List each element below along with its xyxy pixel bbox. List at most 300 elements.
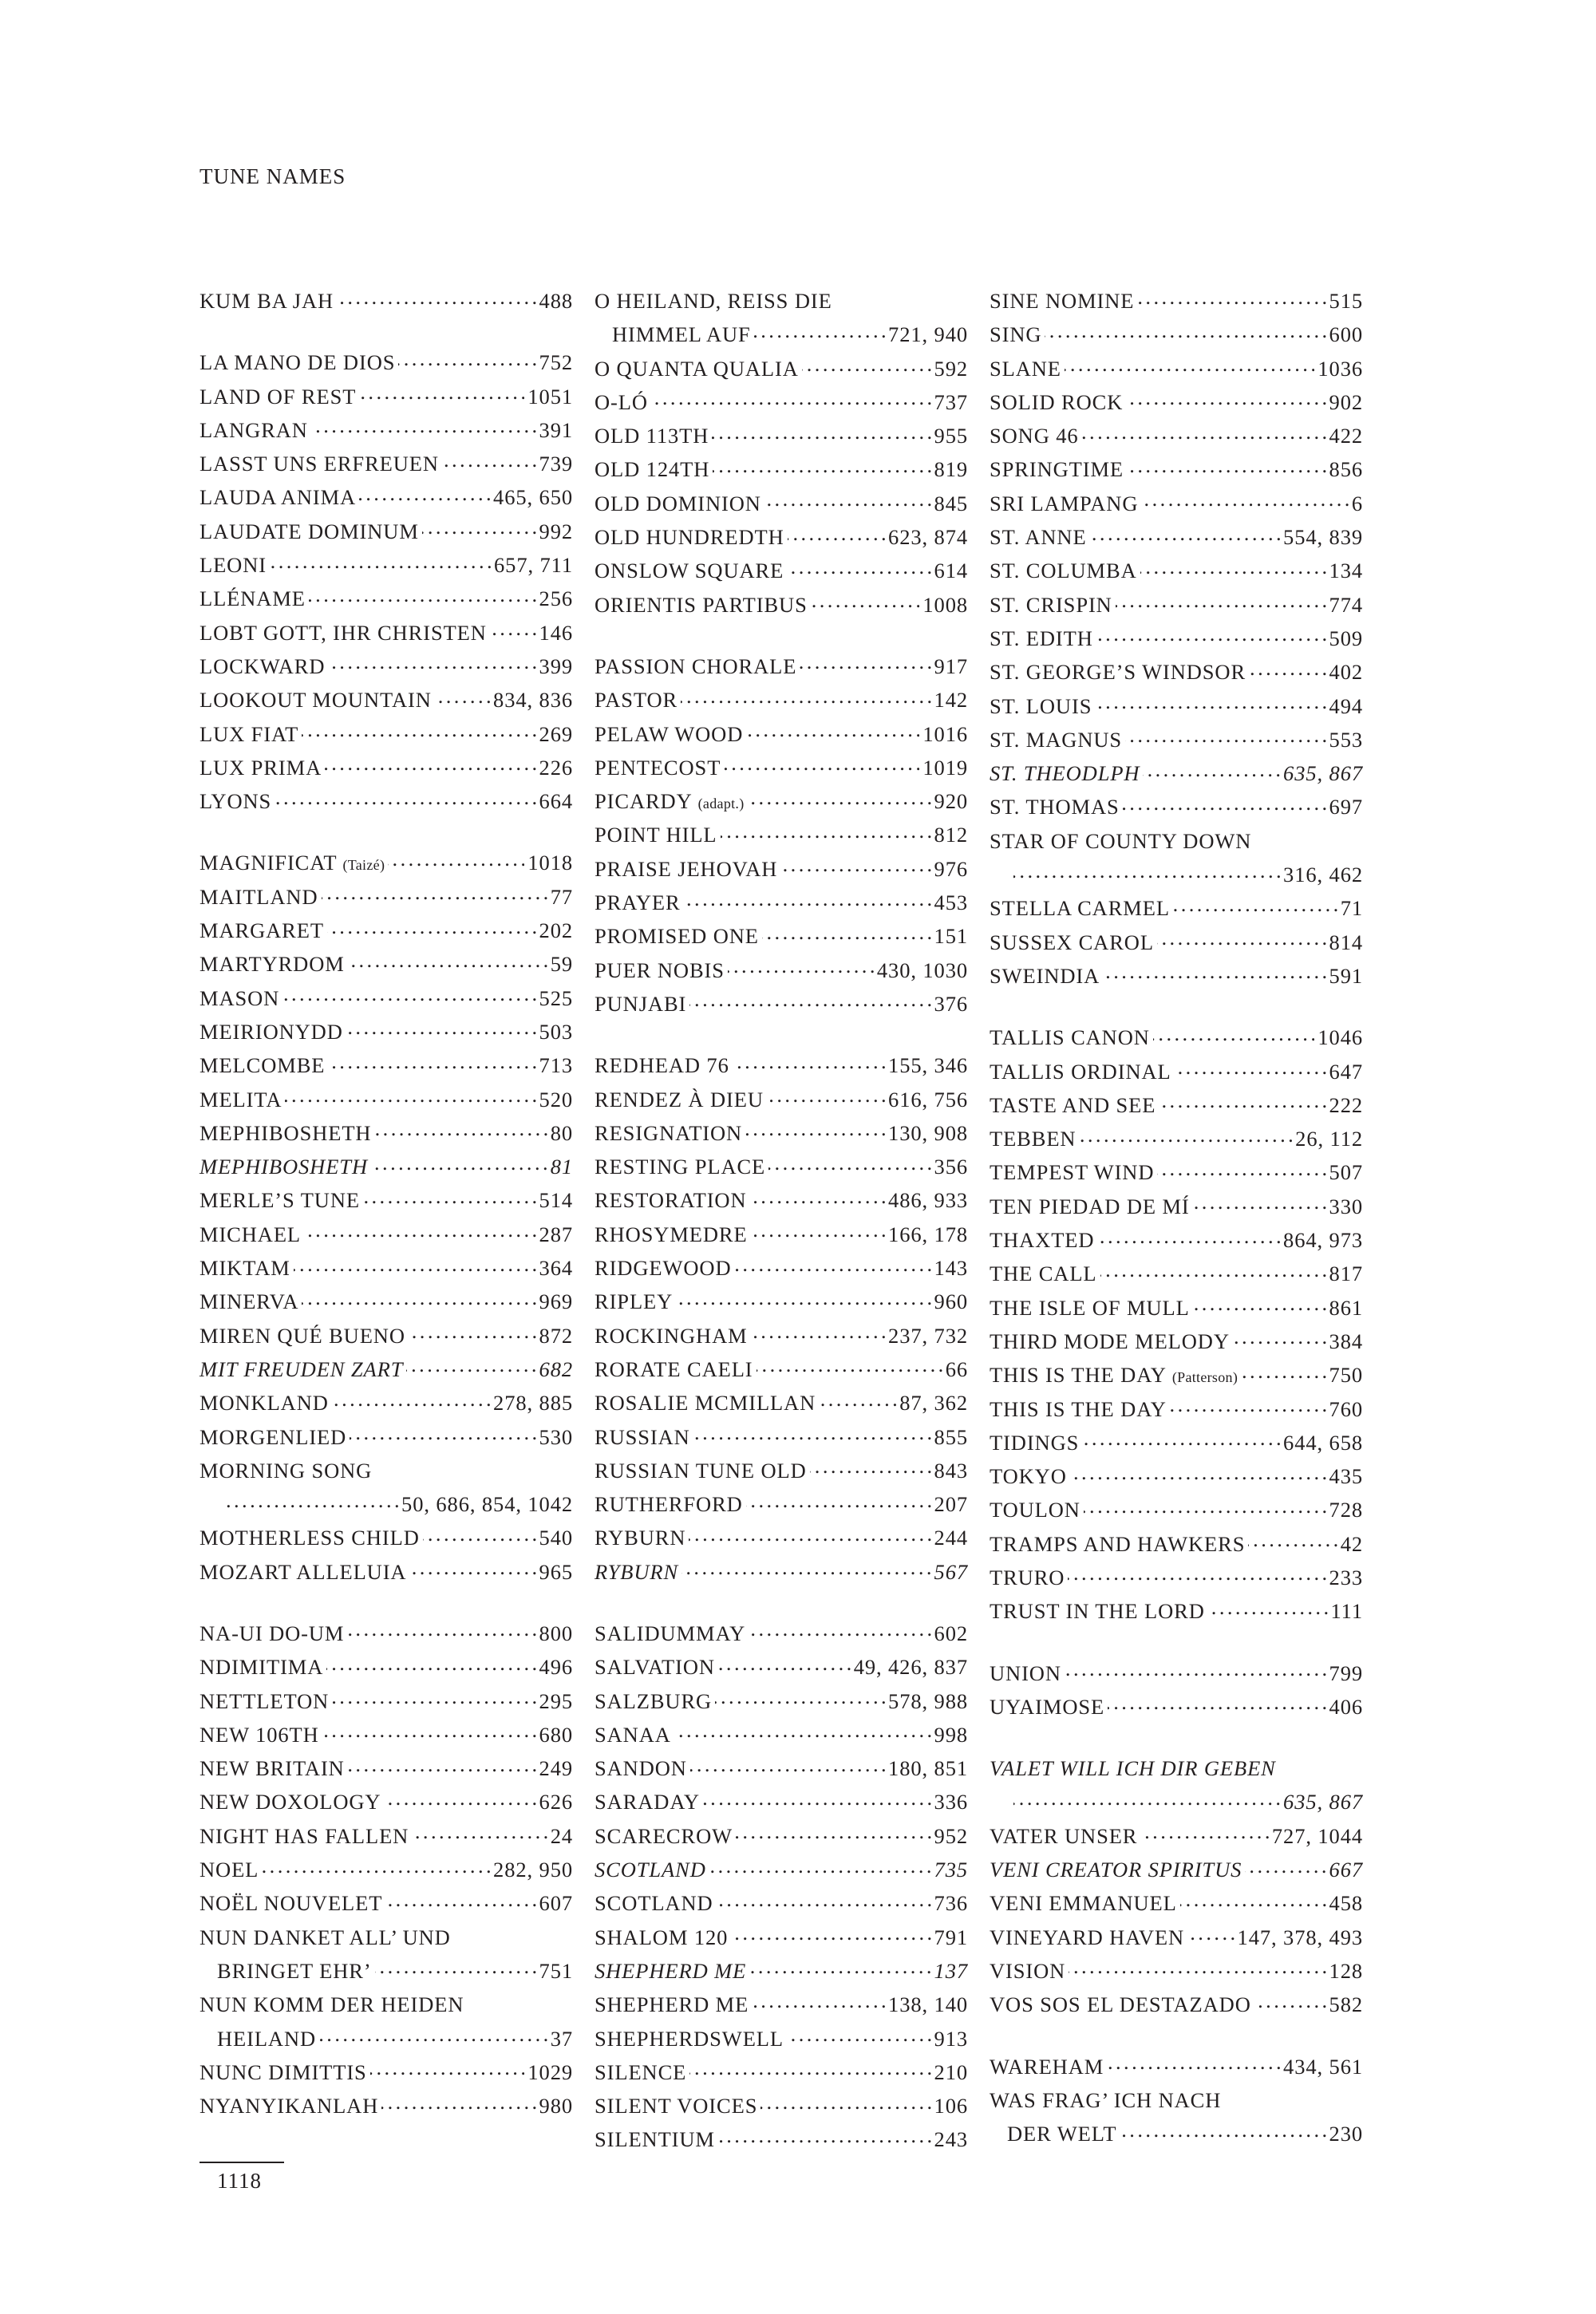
tune-name: SLANE bbox=[990, 356, 1061, 381]
hymn-numbers: 520 bbox=[539, 1087, 573, 1112]
tune-name: SANAA bbox=[595, 1722, 671, 1747]
hymn-numbers: 965 bbox=[539, 1559, 573, 1584]
tune-name: MOTHERLESS CHILD bbox=[200, 1526, 420, 1550]
index-entry bbox=[990, 1426, 1363, 1459]
entry-line bbox=[990, 1594, 1363, 1628]
dot-leader bbox=[751, 1321, 885, 1343]
tune-name: TEN PIEDAD DE MÍ bbox=[990, 1194, 1190, 1218]
tune-name: PELAW WOOD bbox=[595, 721, 744, 746]
dot-leader bbox=[1193, 1293, 1326, 1315]
hymn-numbers: 111 bbox=[1330, 1599, 1363, 1624]
hymn-numbers: 269 bbox=[539, 721, 573, 746]
tune-name: NUN DANKET ALL’ UND bbox=[200, 1925, 451, 1949]
dot-leader bbox=[733, 1052, 885, 1073]
hymn-numbers: 330 bbox=[1329, 1194, 1363, 1218]
dot-leader bbox=[1170, 1395, 1326, 1416]
dot-leader bbox=[423, 1524, 536, 1546]
dot-leader bbox=[348, 950, 547, 972]
hymn-numbers: 202 bbox=[539, 918, 573, 943]
entry-line bbox=[990, 2083, 1363, 2117]
entry-line bbox=[595, 1150, 968, 1183]
entry-continuation-line bbox=[595, 318, 968, 351]
tune-name: ROSALIE MCMILLAN bbox=[595, 1391, 816, 1416]
tune-name: WAS FRAG’ ICH NACH bbox=[990, 2087, 1222, 2112]
dot-leader bbox=[811, 590, 920, 612]
index-entry bbox=[990, 419, 1363, 452]
dot-leader bbox=[751, 1220, 885, 1242]
tune-name: SALVATION bbox=[595, 1655, 715, 1680]
tune-name: MIT FREUDEN ZART bbox=[200, 1356, 404, 1381]
dot-leader bbox=[1013, 861, 1280, 883]
tune-name: ST. THOMAS bbox=[990, 795, 1120, 819]
entry-line bbox=[595, 1183, 968, 1217]
entry-line bbox=[595, 385, 968, 419]
entry-line bbox=[595, 284, 968, 318]
index-entry bbox=[595, 818, 968, 851]
entry-line bbox=[595, 1853, 968, 1886]
hymn-numbers: 486, 933 bbox=[888, 1188, 968, 1213]
entry-line bbox=[595, 1988, 968, 2021]
hymn-numbers: 243 bbox=[934, 2127, 968, 2152]
entry-line bbox=[200, 947, 573, 981]
dot-leader bbox=[285, 1085, 535, 1107]
index-entry bbox=[990, 959, 1363, 993]
tune-name: REDHEAD 76 bbox=[595, 1053, 729, 1078]
hymn-numbers: 960 bbox=[934, 1289, 968, 1314]
index-entry bbox=[990, 1594, 1363, 1628]
hymn-numbers: 992 bbox=[539, 519, 573, 543]
hymn-numbers: 664 bbox=[539, 789, 573, 814]
dot-leader bbox=[749, 1619, 930, 1641]
tune-name: MORNING SONG bbox=[200, 1458, 373, 1483]
hymn-numbers: 812 bbox=[934, 823, 968, 847]
tune-name: LASST UNS ERFREUEN bbox=[200, 452, 439, 476]
dot-leader bbox=[223, 1491, 398, 1512]
tune-name: POINT HILL bbox=[595, 823, 717, 847]
hymn-numbers: 735 bbox=[934, 1858, 968, 1882]
index-entry bbox=[990, 554, 1363, 587]
index-entry bbox=[200, 880, 573, 914]
index-entry bbox=[200, 650, 573, 683]
index-entry bbox=[595, 954, 968, 987]
hymn-numbers: 727, 1044 bbox=[1271, 1823, 1363, 1848]
hymn-numbers: 406 bbox=[1329, 1694, 1363, 1719]
entry-line bbox=[595, 954, 968, 987]
dot-leader bbox=[718, 1653, 851, 1675]
index-entry bbox=[990, 926, 1363, 959]
hymn-numbers: 336 bbox=[934, 1790, 968, 1814]
hymn-numbers: 602 bbox=[934, 1621, 968, 1645]
dot-leader bbox=[1141, 489, 1348, 511]
entry-line bbox=[990, 1954, 1363, 1988]
index-entry bbox=[990, 1358, 1363, 1392]
entry-continuation-line bbox=[990, 858, 1363, 891]
dot-leader bbox=[748, 788, 931, 809]
hymn-numbers: 864, 973 bbox=[1283, 1228, 1363, 1253]
dot-leader bbox=[385, 1890, 535, 1911]
dot-leader bbox=[757, 1355, 942, 1376]
index-entry bbox=[595, 2055, 968, 2089]
hymn-numbers: 237, 732 bbox=[888, 1323, 968, 1348]
tune-name: RYBURN bbox=[595, 1526, 686, 1550]
index-entry bbox=[990, 1021, 1363, 1054]
index-entry bbox=[200, 1521, 573, 1554]
tune-name: LUX PRIMA bbox=[200, 755, 322, 780]
dot-leader bbox=[810, 1456, 931, 1478]
tune-note: (adapt.) bbox=[697, 796, 745, 812]
hymn-numbers: 207 bbox=[934, 1492, 968, 1517]
hymn-numbers: 814 bbox=[1329, 930, 1363, 954]
dot-leader bbox=[270, 551, 491, 573]
tune-name: RUSSIAN TUNE OLD bbox=[595, 1458, 807, 1483]
tune-name: NETTLETON bbox=[200, 1688, 330, 1713]
index-entry bbox=[595, 886, 968, 919]
dot-leader bbox=[1100, 1260, 1326, 1281]
tune-name: THE ISLE OF MULL bbox=[990, 1295, 1190, 1320]
dot-leader bbox=[1143, 760, 1280, 781]
dot-leader bbox=[275, 788, 535, 809]
hymn-numbers: 799 bbox=[1329, 1660, 1363, 1685]
dot-leader bbox=[1065, 1659, 1326, 1680]
entry-line bbox=[595, 2055, 968, 2089]
dot-leader bbox=[490, 618, 536, 640]
entry-continuation-line bbox=[200, 1954, 573, 1988]
dot-leader bbox=[302, 1288, 535, 1309]
tune-name: PENTECOST bbox=[595, 755, 721, 780]
dot-leader bbox=[363, 1187, 536, 1208]
dot-leader bbox=[1095, 692, 1325, 713]
index-entry bbox=[200, 846, 573, 879]
hymn-numbers: 623, 874 bbox=[888, 525, 968, 550]
index-entry bbox=[595, 1718, 968, 1751]
index-entry bbox=[200, 1988, 573, 2055]
letter-group bbox=[990, 1021, 1363, 1628]
hymn-numbers: 376 bbox=[934, 991, 968, 1016]
entry-line bbox=[990, 1751, 1363, 1785]
tune-name: TASTE AND SEE bbox=[990, 1092, 1156, 1117]
dot-leader bbox=[319, 2024, 547, 2046]
index-entry bbox=[200, 1718, 573, 1751]
entry-line bbox=[200, 1454, 573, 1487]
index-entry bbox=[595, 2122, 968, 2156]
hymn-numbers: 222 bbox=[1329, 1092, 1363, 1117]
hymn-numbers: 647 bbox=[1329, 1059, 1363, 1084]
index-entry bbox=[595, 1083, 968, 1116]
tune-name: RESIGNATION bbox=[595, 1120, 743, 1145]
dot-leader bbox=[819, 1389, 896, 1411]
tune-name: ST. THEODLPH bbox=[990, 761, 1140, 786]
tune-name: ST. CRISPIN bbox=[990, 592, 1112, 617]
index-entry bbox=[200, 284, 573, 318]
hymn-numbers: 1046 bbox=[1317, 1025, 1363, 1050]
dot-leader bbox=[327, 917, 536, 938]
tune-name: SHEPHERD ME bbox=[595, 1992, 749, 2017]
entry-line bbox=[595, 554, 968, 587]
index-entry bbox=[200, 515, 573, 548]
index-entry bbox=[200, 1116, 573, 1150]
hymn-numbers: 364 bbox=[539, 1256, 573, 1281]
hymn-numbers: 166, 178 bbox=[888, 1222, 968, 1246]
dot-leader bbox=[715, 1687, 885, 1708]
entry-line bbox=[200, 914, 573, 947]
hymn-numbers: 155, 346 bbox=[888, 1053, 968, 1078]
dot-leader bbox=[1173, 894, 1337, 916]
tune-name: RESTING PLACE bbox=[595, 1155, 766, 1179]
entry-line bbox=[595, 1521, 968, 1554]
entry-line bbox=[990, 1088, 1363, 1122]
dot-leader bbox=[398, 349, 535, 370]
index-entry bbox=[990, 1088, 1363, 1122]
index-entry bbox=[595, 284, 968, 352]
index-entry bbox=[200, 1420, 573, 1454]
index-entry bbox=[595, 1454, 968, 1487]
hymn-numbers: 697 bbox=[1329, 795, 1363, 819]
tune-name: SHEPHERDSWELL bbox=[595, 2026, 784, 2051]
tune-name: STELLA CARMEL bbox=[990, 896, 1170, 921]
entry-line bbox=[200, 1853, 573, 1886]
tune-name: SCOTLAND bbox=[595, 1891, 713, 1916]
dot-leader bbox=[1079, 1125, 1292, 1147]
hymn-numbers: 1029 bbox=[527, 2059, 573, 2084]
tune-name: TOKYO bbox=[990, 1464, 1067, 1489]
index-entry bbox=[200, 380, 573, 413]
entry-line bbox=[200, 1420, 573, 1454]
index-entry bbox=[200, 447, 573, 480]
dot-leader bbox=[1108, 1692, 1325, 1714]
entry-line bbox=[595, 717, 968, 751]
dot-leader bbox=[262, 1856, 490, 1878]
tune-name: ST. GEORGE’S WINDSOR bbox=[990, 660, 1246, 685]
index-entry bbox=[595, 919, 968, 953]
index-entry bbox=[200, 981, 573, 1015]
dot-leader bbox=[370, 2058, 525, 2079]
entry-line bbox=[200, 1819, 573, 1853]
entry-line bbox=[990, 756, 1363, 790]
tune-name: RIDGEWOOD bbox=[595, 1256, 732, 1281]
entry-line bbox=[595, 1617, 968, 1650]
tune-name: PASSION CHORALE bbox=[595, 654, 797, 678]
entry-line bbox=[990, 452, 1363, 486]
entry-line bbox=[200, 784, 573, 818]
tune-name: MOZART ALLELUIA bbox=[200, 1559, 407, 1584]
dot-leader bbox=[1187, 1923, 1235, 1945]
hymn-numbers: 514 bbox=[539, 1188, 573, 1213]
dot-leader bbox=[745, 1119, 885, 1140]
hymn-numbers: 644, 658 bbox=[1283, 1430, 1363, 1455]
index-entry bbox=[200, 2055, 573, 2089]
letter-group bbox=[990, 1657, 1363, 1724]
entry-line bbox=[990, 1426, 1363, 1459]
tune-name: PROMISED ONE bbox=[595, 924, 759, 949]
entry-line bbox=[990, 419, 1363, 452]
dot-leader bbox=[802, 354, 931, 376]
index-entry bbox=[200, 1352, 573, 1386]
index-entry bbox=[595, 683, 968, 717]
dot-leader bbox=[1123, 793, 1326, 815]
dot-leader bbox=[750, 1187, 886, 1208]
index-entry bbox=[200, 1183, 573, 1217]
hymn-numbers: 494 bbox=[1329, 693, 1363, 718]
tune-name: SILENT VOICES bbox=[595, 2094, 758, 2119]
entry-continuation-line bbox=[990, 1785, 1363, 1818]
entry-line bbox=[595, 419, 968, 452]
index-entry bbox=[595, 1684, 968, 1718]
hymn-numbers: 600 bbox=[1329, 322, 1363, 347]
dot-leader bbox=[375, 1957, 536, 1978]
hymn-numbers: 233 bbox=[1329, 1565, 1363, 1589]
index-entry bbox=[200, 1083, 573, 1116]
tune-name: MASON bbox=[200, 985, 280, 1010]
index-entry bbox=[990, 1055, 1363, 1088]
tune-name: OLD DOMINION bbox=[595, 491, 761, 515]
tune-name: NEW 106TH bbox=[200, 1722, 319, 1747]
hymn-numbers: 998 bbox=[934, 1722, 968, 1747]
dot-leader bbox=[731, 1923, 930, 1945]
entry-line bbox=[990, 790, 1363, 823]
hymn-numbers: 453 bbox=[934, 890, 968, 915]
dot-leader bbox=[325, 753, 535, 775]
hymn-numbers: 130, 908 bbox=[888, 1120, 968, 1145]
entry-line bbox=[200, 1251, 573, 1285]
index-entry bbox=[595, 352, 968, 385]
dot-leader bbox=[322, 1720, 536, 1742]
tune-name: SCOTLAND bbox=[595, 1858, 706, 1882]
entry-line bbox=[595, 683, 968, 717]
hymn-numbers: 287 bbox=[539, 1222, 573, 1246]
tune-name: VISION bbox=[990, 1958, 1066, 1983]
entry-line bbox=[595, 818, 968, 851]
dot-leader bbox=[1254, 1991, 1326, 2012]
dot-leader bbox=[681, 686, 930, 708]
dot-leader bbox=[409, 1321, 536, 1343]
index-column-3 bbox=[990, 284, 1363, 2150]
index-entry bbox=[200, 1617, 573, 1650]
hymn-numbers: 6 bbox=[1351, 491, 1363, 515]
tune-name: LOCKWARD bbox=[200, 654, 326, 678]
letter-group bbox=[595, 1617, 968, 2157]
entry-line bbox=[990, 1122, 1363, 1155]
hymn-numbers: 614 bbox=[934, 559, 968, 583]
entry-line bbox=[200, 650, 573, 683]
tune-name: LAUDATE DOMINUM bbox=[200, 519, 419, 543]
entry-line bbox=[200, 1116, 573, 1150]
hymn-numbers: 106 bbox=[934, 2094, 968, 2119]
hymn-numbers: 26, 112 bbox=[1295, 1127, 1363, 1151]
letter-group bbox=[200, 284, 573, 318]
tune-name: THIS IS THE DAY bbox=[990, 1396, 1167, 1421]
entry-line bbox=[990, 2050, 1363, 2083]
index-entry bbox=[200, 480, 573, 514]
dot-leader bbox=[381, 2092, 535, 2114]
hymn-numbers: 316, 462 bbox=[1283, 863, 1363, 887]
entry-line bbox=[595, 1352, 968, 1386]
hymn-numbers: 567 bbox=[934, 1559, 968, 1584]
hymn-numbers: 507 bbox=[1329, 1160, 1363, 1185]
entry-line bbox=[200, 683, 573, 717]
letter-group bbox=[990, 284, 1363, 993]
tune-note: (Taizé) bbox=[342, 857, 385, 874]
entry-line bbox=[990, 1657, 1363, 1690]
index-entry bbox=[990, 1954, 1363, 1988]
hymn-numbers: 680 bbox=[539, 1722, 573, 1747]
tune-name: RORATE CAELI bbox=[595, 1356, 753, 1381]
hymn-numbers: 143 bbox=[934, 1256, 968, 1281]
index-entry bbox=[990, 1527, 1363, 1561]
tune-name: TRAMPS AND HAWKERS bbox=[990, 1531, 1246, 1556]
index-entry bbox=[595, 1285, 968, 1318]
dot-leader bbox=[1249, 658, 1326, 680]
dot-leader bbox=[374, 1119, 547, 1140]
index-entry bbox=[200, 1150, 573, 1183]
entry-line bbox=[990, 622, 1363, 655]
hymn-numbers: 244 bbox=[934, 1526, 968, 1550]
entry-line bbox=[200, 1521, 573, 1554]
dot-leader bbox=[1175, 1057, 1326, 1079]
hymn-numbers: 278, 885 bbox=[493, 1391, 573, 1416]
index-entry bbox=[200, 1785, 573, 1818]
tune-name: MEIRIONYDD bbox=[200, 1019, 343, 1044]
tune-name: LANGRAN bbox=[200, 417, 308, 442]
dot-leader bbox=[787, 557, 930, 578]
hymn-numbers: 635, 867 bbox=[1283, 761, 1363, 786]
dot-leader bbox=[754, 321, 885, 342]
tune-name: MINERVA bbox=[200, 1289, 299, 1314]
running-head: TUNE NAMES bbox=[200, 164, 346, 188]
dot-leader bbox=[746, 1491, 931, 1512]
hymn-numbers: 635, 867 bbox=[1283, 1790, 1363, 1814]
tune-name: MAGNIFICAT bbox=[200, 851, 338, 875]
entry-line bbox=[200, 2055, 573, 2089]
hymn-numbers: 134 bbox=[1329, 559, 1363, 583]
entry-line bbox=[990, 1021, 1363, 1054]
dot-leader bbox=[406, 1355, 535, 1376]
entry-line bbox=[200, 2089, 573, 2122]
tune-name: SALZBURG bbox=[595, 1688, 713, 1713]
entry-line bbox=[595, 1819, 968, 1853]
dot-leader bbox=[721, 821, 931, 843]
index-entry bbox=[595, 1819, 968, 1853]
hymn-numbers: 295 bbox=[539, 1688, 573, 1713]
hymn-numbers: 843 bbox=[934, 1458, 968, 1483]
tune-name: MORGENLIED bbox=[200, 1424, 347, 1449]
dot-leader bbox=[690, 1755, 885, 1776]
entry-line bbox=[990, 588, 1363, 622]
hymn-numbers: 1019 bbox=[922, 755, 968, 780]
hymn-numbers: 77 bbox=[550, 884, 573, 909]
dot-leader bbox=[1045, 321, 1325, 342]
tune-name: ONSLOW SQUARE bbox=[595, 559, 784, 583]
letter-group bbox=[200, 346, 573, 818]
tune-name: PASTOR bbox=[595, 688, 678, 713]
entry-line bbox=[990, 487, 1363, 520]
tune-name: SONG 46 bbox=[990, 424, 1079, 448]
tune-name: MERLE’S TUNE bbox=[200, 1188, 360, 1213]
tune-name: TRUST IN THE LORD bbox=[990, 1599, 1205, 1624]
index-entry bbox=[200, 1853, 573, 1886]
hymn-numbers: 721, 940 bbox=[888, 322, 968, 347]
tune-name: NOËL NOUVELET bbox=[200, 1891, 383, 1916]
index-entry bbox=[595, 1751, 968, 1785]
dot-leader bbox=[332, 1389, 490, 1411]
dot-leader bbox=[713, 456, 930, 477]
hymn-numbers: 845 bbox=[934, 491, 968, 515]
entry-line bbox=[990, 1527, 1363, 1561]
hymn-numbers: 920 bbox=[934, 789, 968, 814]
entry-line bbox=[990, 1325, 1363, 1358]
index-entry bbox=[200, 1386, 573, 1420]
hymn-numbers: 80 bbox=[550, 1120, 573, 1145]
entry-line bbox=[200, 1785, 573, 1818]
